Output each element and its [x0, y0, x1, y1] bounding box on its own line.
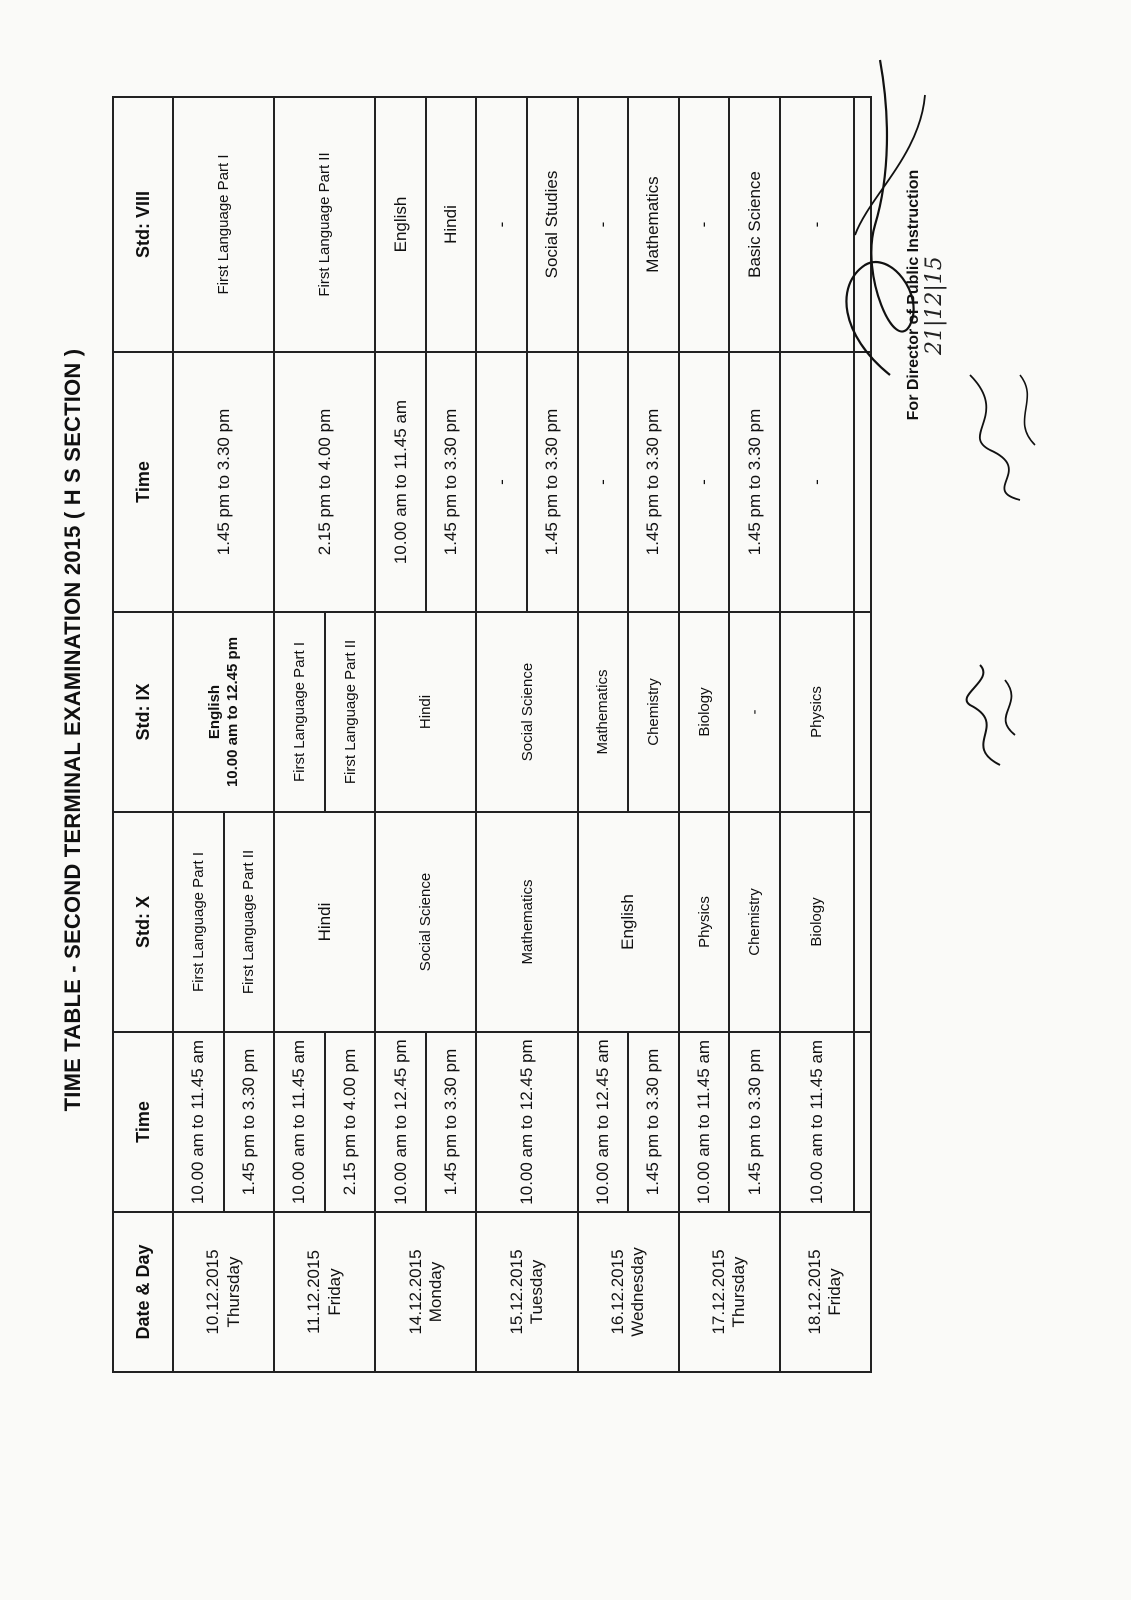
std-viii-cell: - [578, 97, 629, 352]
timetable-sheet [60, 45, 1060, 1415]
date-cell [476, 1212, 577, 1372]
time-viii-cell: 1.45 pm to 3.30 pm [729, 352, 780, 612]
time-viii-cell: 1.45 pm to 3.30 pm [527, 352, 578, 612]
table-row [173, 97, 224, 1372]
time-viii-cell: - [679, 352, 730, 612]
std-viii-cell: - [476, 97, 527, 352]
date-cell [173, 1212, 274, 1372]
date-text: 15.12.2015 [506, 1249, 526, 1335]
time-x-cell: 1.45 pm to 3.30 pm [628, 1032, 679, 1212]
time-viii-cell: - [578, 352, 629, 612]
timetable [112, 96, 872, 1373]
date-cell [679, 1212, 780, 1372]
std-ix-cell: Chemistry [628, 612, 679, 812]
time-x-cell [854, 1032, 871, 1212]
std-x-cell: First Language Part II [224, 812, 275, 1032]
date-text: 14.12.2015 [405, 1249, 425, 1335]
std-ix-cell: Biology [679, 612, 730, 812]
header-std-viii: Std: VIII [113, 97, 173, 352]
day-text: Monday [425, 1261, 445, 1323]
date-cell [780, 1212, 871, 1372]
time-viii-cell: - [476, 352, 527, 612]
time-x-cell: 10.00 am to 11.45 am [679, 1032, 730, 1212]
day-text: Friday [825, 1268, 845, 1316]
date-text: 11.12.2015 [304, 1250, 324, 1334]
date-text: 17.12.2015 [708, 1249, 728, 1335]
time-x-cell: 10.00 am to 11.45 am [780, 1032, 854, 1212]
english-subject: English [206, 684, 224, 740]
std-viii-cell: - [679, 97, 730, 352]
header-time-viii: Time [113, 352, 173, 612]
std-x-cell: Physics [679, 812, 730, 1032]
time-viii-cell: 1.45 pm to 3.30 pm [628, 352, 679, 612]
std-viii-cell: Hindi [426, 97, 477, 352]
time-viii-cell: 1.45 pm to 3.30 pm [173, 352, 274, 612]
std-viii-cell: Mathematics [628, 97, 679, 352]
std-ix-cell: First Language Part I [274, 612, 325, 812]
std-x-cell: Social Science [375, 812, 476, 1032]
table-row [679, 97, 730, 1372]
std-x-cell: English [578, 812, 679, 1032]
std-viii-cell: Basic Science [729, 97, 780, 352]
std-ix-cell: Physics [780, 612, 854, 812]
day-text: Thursday [729, 1256, 749, 1328]
table-row [729, 97, 780, 1372]
std-ix-english-cell [173, 612, 274, 812]
std-viii-cell: First Language Part II [274, 97, 375, 352]
time-x-cell: 2.15 pm to 4.00 pm [325, 1032, 376, 1212]
time-x-cell: 1.45 pm to 3.30 pm [426, 1032, 477, 1212]
time-x-cell: 10.00 am to 12.45 pm [476, 1032, 577, 1212]
std-ix-cell: First Language Part II [325, 612, 376, 812]
std-ix-cell [854, 612, 871, 812]
date-text: 10.12.2015 [203, 1249, 223, 1335]
time-viii-cell: 1.45 pm to 3.30 pm [426, 352, 477, 612]
std-x-cell: First Language Part I [173, 812, 224, 1032]
std-x-cell: Chemistry [729, 812, 780, 1032]
table-row [274, 97, 325, 1372]
table-row [578, 97, 629, 1372]
std-ix-cell: - [729, 612, 780, 812]
day-text: Thursday [223, 1256, 243, 1328]
std-ix-cell: Hindi [375, 612, 476, 812]
header-date-day: Date & Day [113, 1212, 173, 1372]
time-x-cell: 1.45 pm to 3.30 pm [224, 1032, 275, 1212]
table-row [476, 97, 527, 1372]
english-time: 10.00 am to 12.45 pm [223, 636, 241, 788]
time-x-cell: 10.00 am to 12.45 am [578, 1032, 629, 1212]
std-ix-cell: Mathematics [578, 612, 629, 812]
day-text: Tuesday [527, 1259, 547, 1325]
time-x-cell: 10.00 am to 11.45 am [274, 1032, 325, 1212]
std-viii-cell: First Language Part I [173, 97, 274, 352]
std-viii-cell: Social Studies [527, 97, 578, 352]
header-row [113, 97, 173, 1372]
header-time-x: Time [113, 1032, 173, 1212]
header-std-ix: Std: IX [113, 612, 173, 812]
time-viii-cell: 2.15 pm to 4.00 pm [274, 352, 375, 612]
time-viii-cell: - [780, 352, 854, 612]
date-text: 18.12.2015 [805, 1249, 825, 1335]
table-row [628, 97, 679, 1372]
std-viii-cell: - [780, 97, 854, 352]
std-viii-cell: English [375, 97, 426, 352]
time-viii-cell: 10.00 am to 11.45 am [375, 352, 426, 612]
std-x-cell [854, 812, 871, 1032]
signature-initials-right [940, 365, 1050, 515]
std-x-cell: Biology [780, 812, 854, 1032]
day-text: Friday [324, 1268, 344, 1316]
table-row [375, 97, 426, 1372]
time-x-cell: 10.00 am to 11.45 am [173, 1032, 224, 1212]
time-x-cell: 1.45 pm to 3.30 pm [729, 1032, 780, 1212]
handwritten-date: 21|12|15 [922, 256, 947, 355]
date-cell [274, 1212, 375, 1372]
date-cell [375, 1212, 476, 1372]
signature-initials-left [940, 655, 1030, 775]
signature-label: For Director of Public Instruction [905, 169, 922, 421]
std-ix-cell: Social Science [476, 612, 577, 812]
std-x-cell: Hindi [274, 812, 375, 1032]
date-cell [578, 1212, 679, 1372]
time-x-cell: 10.00 am to 12.45 pm [375, 1032, 426, 1212]
day-text: Wednesday [628, 1247, 648, 1337]
document-title: TIME TABLE - SECOND TERMINAL EXAMINATION 2015 ( H S SECTION ) [60, 348, 85, 1112]
header-std-x: Std: X [113, 812, 173, 1032]
std-x-cell: Mathematics [476, 812, 577, 1032]
date-text: 16.12.2015 [607, 1249, 627, 1335]
